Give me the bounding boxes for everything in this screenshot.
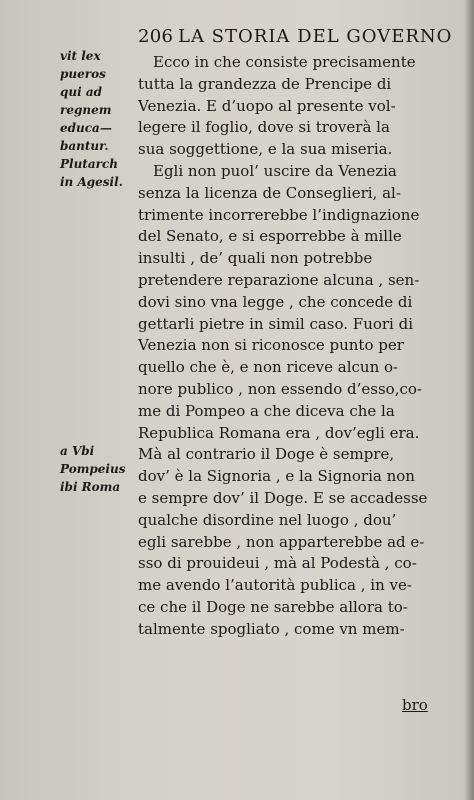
text-line: Venezia non si riconosce punto per [138, 336, 404, 355]
catchword: bro [402, 696, 428, 714]
text-line: Venezia. E d’uopo al presente vol- [138, 96, 396, 115]
text-line: sso di prouideui , mà al Podestà , co- [138, 554, 417, 573]
text-line: pretendere reparazione alcuna , sen- [138, 270, 420, 289]
text-line: me di Pompeo a che diceva che la [138, 401, 395, 420]
marginal-line: pueros [60, 67, 106, 81]
text-line: nore publico , non essendo d’esso,co- [138, 379, 422, 398]
text-line: del Senato, e si esporrebbe à mille [138, 227, 402, 246]
body-text [138, 52, 458, 641]
marginal-line: Pompeius [60, 462, 126, 476]
text-line: qualche disordine nel luogo , dou’ [138, 510, 397, 529]
running-header [138, 26, 468, 50]
text-line: dovi sino vna legge , che concede di [138, 292, 413, 311]
text-line: e sempre dov’ il Doge. E se accadesse [138, 488, 428, 507]
text-line: Ecco in che consiste precisamente [153, 53, 416, 71]
marginal-line: educa— [60, 121, 112, 135]
marginal-line: Plutarch [60, 157, 118, 171]
marginal-line: vit lex [60, 49, 101, 63]
text-line: dov’ è la Signoria , e la Signoria non [138, 467, 415, 486]
text-line: Egli non puol’ uscire da Venezia [153, 161, 397, 180]
text-line: senza la licenza de Conseglieri, al- [138, 183, 401, 202]
running-title: LA STORIA DEL GOVERNO [178, 26, 453, 47]
marginal-line: ibi Roma [60, 480, 121, 494]
marginal-line: in Agesil. [60, 175, 123, 189]
marginal-line: a Vbi [60, 444, 95, 458]
text-line: tutta la grandezza de Prencipe di [138, 74, 392, 93]
text-line: quello che è, e non riceve alcun o- [138, 358, 399, 377]
text-line: Mà al contrario il Doge è sempre, [138, 445, 395, 464]
text-line: ce che il Doge ne sarebbe allora to- [138, 597, 408, 616]
page-number: 206 [138, 26, 174, 47]
text-line: trimente incorrerebbe l’indignazione [138, 205, 420, 224]
text-line: legere il foglio, dove si troverà la [138, 118, 390, 137]
text-line: insulti , de’ quali non potrebbe [138, 249, 373, 268]
marginal-line: bantur. [60, 139, 109, 153]
text-line: talmente spogliato , come vn mem- [138, 619, 405, 638]
text-line: egli sarebbe , non apparterebbe ad e- [138, 532, 425, 551]
text-line: sua soggettione, e la sua miseria. [138, 140, 393, 159]
marginal-note-plutarch [60, 47, 123, 191]
text-line: me avendo l’autorità publica , in ve- [138, 576, 412, 595]
marginal-note-pompeius [60, 442, 125, 496]
text-line: gettarli pietre in simil caso. Fuori di [138, 314, 414, 333]
marginal-line: qui ad [60, 85, 103, 99]
page-edge-shadow [464, 0, 474, 800]
marginal-line: regnem [60, 103, 112, 117]
text-line: Republica Romana era , dov’egli era. [138, 423, 420, 442]
